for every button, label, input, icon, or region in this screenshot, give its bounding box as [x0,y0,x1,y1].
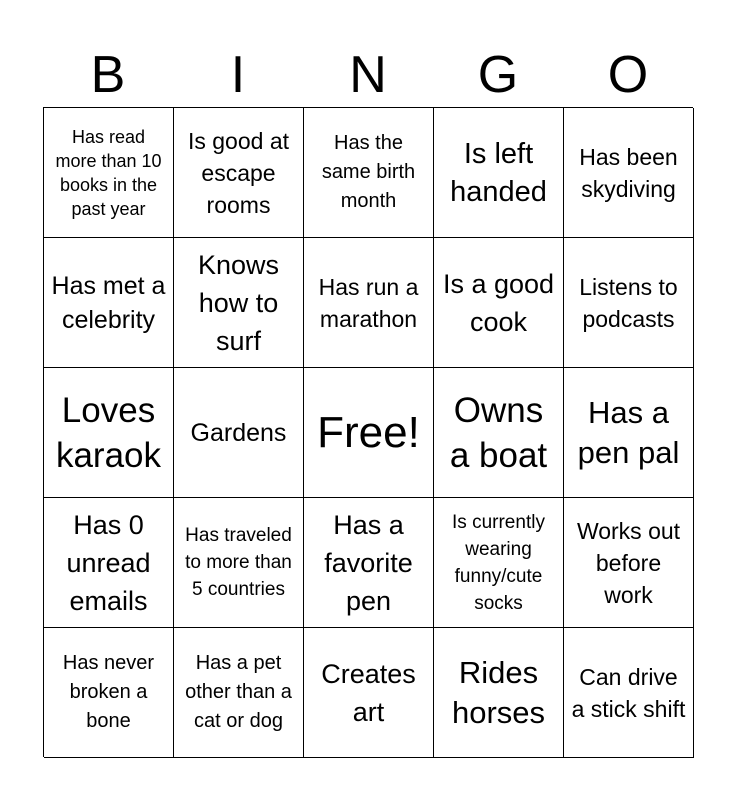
cell-text: Works out before work [576,517,681,608]
bingo-cell[interactable] [434,238,564,368]
cell-text: Is currently wearing funny/cute socks [452,511,545,614]
bingo-cell[interactable] [304,108,434,238]
bingo-cell[interactable] [44,368,174,498]
bingo-cell[interactable] [434,368,564,498]
cell-text: Rides horses [451,654,546,730]
cell-text: Has the same birth month [321,132,416,212]
cell-text: Has read more than 10 books in the past year [55,126,162,219]
cell-text: Is left handed [450,137,547,208]
bingo-header [43,44,693,106]
cell-text: Loves karaok [55,390,162,475]
bingo-cell[interactable] [174,238,304,368]
bingo-cell[interactable] [564,108,694,238]
cell-text: Has traveled to more than 5 countries [185,525,292,600]
bingo-cell[interactable] [564,368,694,498]
bingo-cell[interactable] [44,238,174,368]
bingo-cell[interactable] [174,368,304,498]
bingo-cell[interactable] [44,108,174,238]
header-letter-i: I [230,46,246,104]
bingo-cell[interactable] [304,628,434,758]
header-letter-n: N [349,46,387,104]
bingo-cell[interactable] [434,498,564,628]
bingo-cell[interactable] [174,498,304,628]
bingo-cell[interactable] [304,498,434,628]
cell-text: Has a pen pal [577,394,680,470]
bingo-cell[interactable] [434,628,564,758]
bingo-cell[interactable] [564,498,694,628]
cell-text: Has 0 unread emails [66,509,151,616]
cell-text: Has been skydiving [579,143,678,202]
bingo-cell[interactable] [174,628,304,758]
cell-text: Creates art [321,658,416,727]
cell-text: Has run a marathon [318,273,419,332]
cell-text: Gardens [190,418,287,447]
header-letter-o: O [607,46,649,104]
free-space-cell[interactable] [304,368,434,498]
cell-text: Has met a celebrity [51,271,166,334]
cell-text: Has a favorite pen [324,509,413,616]
cell-text: Listens to podcasts [579,273,678,332]
bingo-cell[interactable] [564,628,694,758]
cell-text: Has a pet other than a cat or dog [185,652,292,732]
cell-text: Knows how to surf [197,249,280,356]
bingo-cell[interactable] [564,238,694,368]
cell-text: Is good at escape rooms [187,127,290,218]
bingo-cell[interactable] [44,628,174,758]
bingo-cell[interactable] [304,238,434,368]
bingo-board [43,107,693,757]
header-letter-b: B [90,46,126,104]
free-space-text: Free! [317,407,420,457]
cell-text: Is a good cook [442,268,555,337]
cell-text: Owns a boat [449,390,548,475]
bingo-cell[interactable] [44,498,174,628]
cell-text: Can drive a stick shift [571,663,686,722]
cell-text: Has never broken a bone [62,652,155,732]
bingo-cell[interactable] [174,108,304,238]
header-letter-g: G [477,46,519,104]
bingo-cell[interactable] [434,108,564,238]
